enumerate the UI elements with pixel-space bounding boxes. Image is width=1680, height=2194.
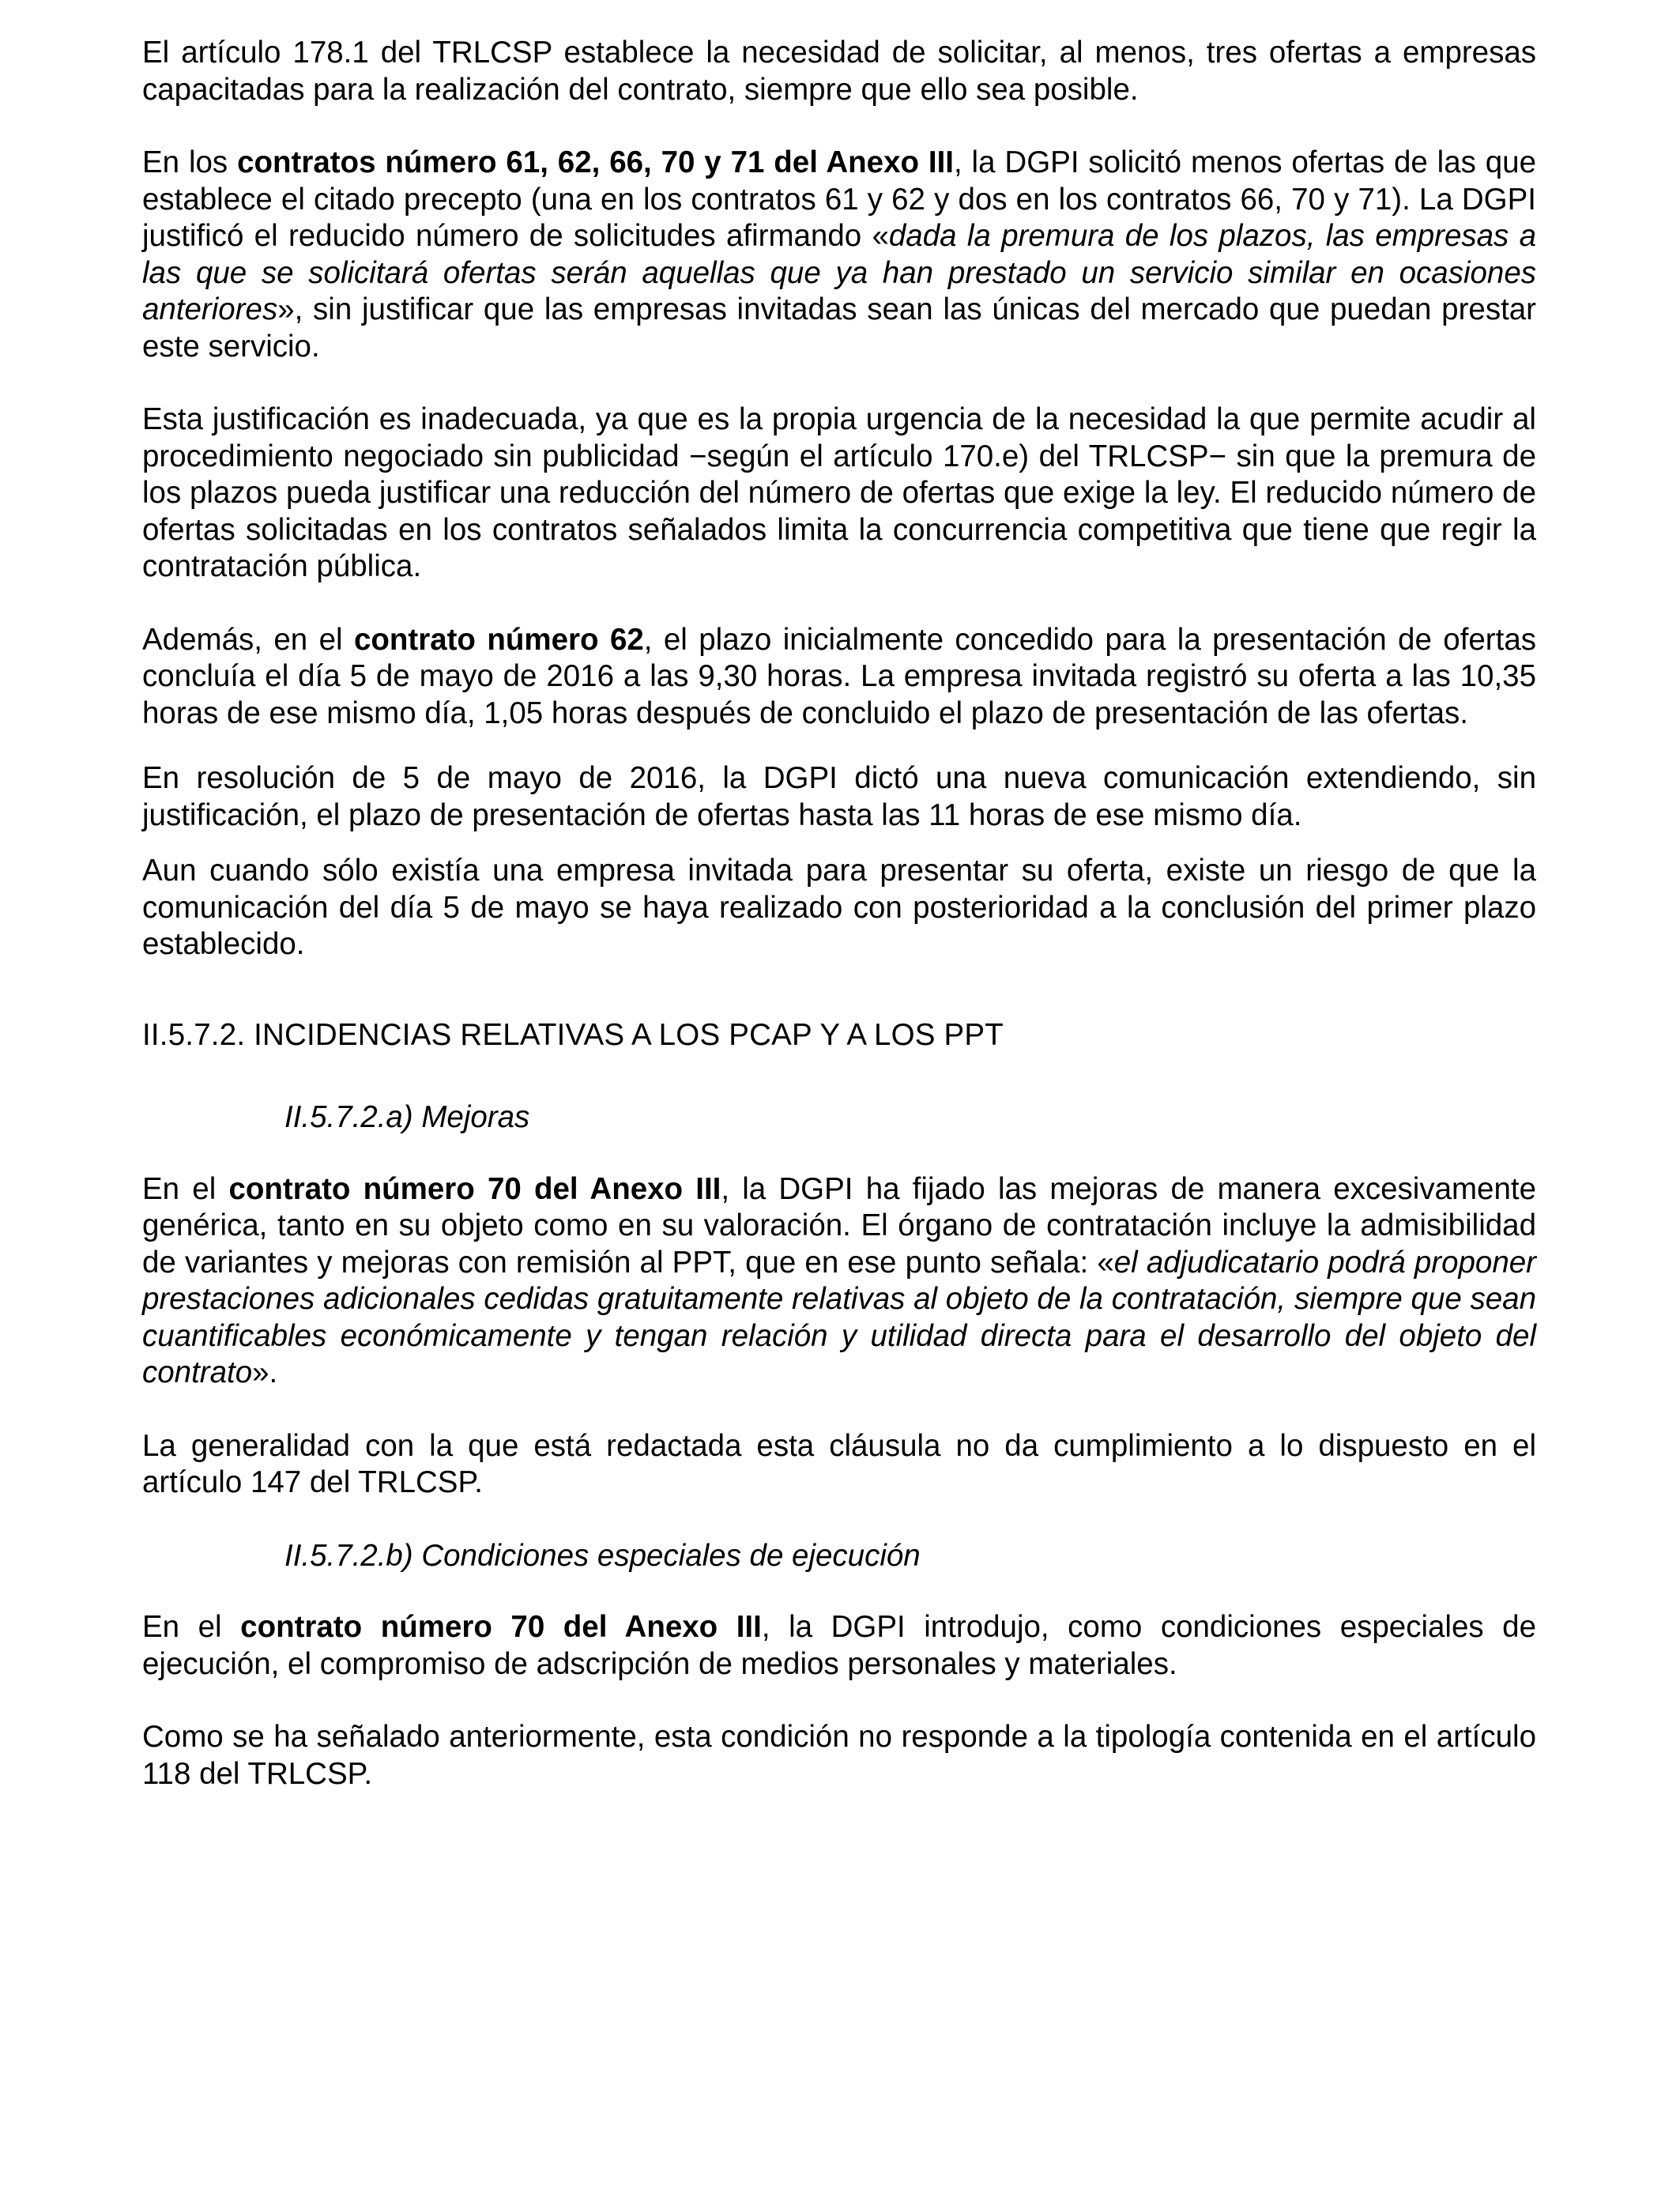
text-run: En el bbox=[142, 1610, 241, 1644]
bold-contract-reference: contrato número 70 del Anexo III bbox=[240, 1610, 762, 1644]
text-run: En el bbox=[142, 1171, 229, 1206]
paragraph-contracts-fewer-offers bbox=[142, 145, 1536, 365]
paragraph-article-178: El artículo 178.1 del TRLCSP establece la necesidad de solicitar, al menos, tres ofertas a empresas capacitadas para la realización del contrato, siempre que ello sea posible. bbox=[142, 36, 1536, 107]
text-run: », sin justificar que las empresas invitadas sean las únicas del mercado que puedan prestar este servicio. bbox=[142, 292, 1536, 364]
text-run: , el plazo inicialmente concedido para la presentación de ofertas concluía el día 5 de mayo de 2016 a las 9,30 horas. La empresa invitada registró su oferta a las 10,35 horas de ese mismo día, 1,05 horas después de concluido el plazo de presentación de las ofertas. bbox=[142, 622, 1536, 730]
section-heading: II.5.7.2. INCIDENCIAS RELATIVAS A LOS PCAP Y A LOS PPT bbox=[142, 1017, 1004, 1052]
text-run: , la DGPI solicitó menos ofertas de las que establece el citado precepto (una en los contratos 61 y 62 y dos en los contratos 66, 70 y 71). La DGPI justificó el reducido número de solicitudes afirmando « bbox=[142, 145, 1536, 253]
paragraph-risk-communication: Aun cuando sólo existía una empresa invitada para presentar su oferta, existe un riesgo de que la comunicación del día 5 de mayo se haya realizado con posterioridad a la conclusión del primer plazo establecido. bbox=[142, 854, 1536, 961]
paragraph-justification-inadequate: Esta justificación es inadecuada, ya que es la propia urgencia de la necesidad la que permite acudir al procedimiento negociado sin publicidad −según el artículo 170.e) del TRLCSP− sin que la premura de los plazos pueda justificar una reducción del número de ofertas que exige la ley. El reducido número de ofertas solicitadas en los contratos señalados limita la concurrencia competitiva que tiene que regir la contratación pública. bbox=[142, 402, 1536, 583]
bold-contract-reference: contrato número 70 del Anexo III bbox=[228, 1171, 721, 1206]
text-run: ». bbox=[252, 1355, 278, 1389]
document-page bbox=[142, 35, 1536, 1793]
paragraph-resolution-extension: En resolución de 5 de mayo de 2016, la DGPI dictó una nueva comunicación extendiendo, sin justificación, el plazo de presentación de ofertas hasta las 11 horas de ese mismo día. bbox=[142, 761, 1536, 832]
subheading-condiciones-especiales: II.5.7.2.b) Condiciones especiales de ejecución bbox=[284, 1538, 921, 1573]
text-run: , la DGPI introdujo, como condiciones especiales de ejecución, el compromiso de adscripción de medios personales y materiales. bbox=[142, 1610, 1537, 1681]
subheading-mejoras: II.5.7.2.a) Mejoras bbox=[284, 1100, 530, 1134]
paragraph-contract-70-conditions bbox=[142, 1609, 1536, 1683]
paragraph-contract-70-mejoras bbox=[142, 1171, 1536, 1392]
text-run: , la DGPI ha fijado las mejoras de manera excesivamente genérica, tanto en su objeto como en su valoración. El órgano de contratación incluye la admisibilidad de variantes y mejoras con remisión al PPT, que en ese punto señala: « bbox=[142, 1171, 1536, 1280]
bold-contract-reference: contrato número 62 bbox=[353, 622, 644, 657]
text-run: En los bbox=[142, 145, 238, 179]
italic-quote: dada la premura de los plazos, las empresas a las que se solicitará ofertas serán aquellas que ya han prestado un servicio similar en ocasiones anteriores bbox=[142, 219, 1536, 326]
paragraph-typology-article-118: Como se ha señalado anteriormente, esta condición no responde a la tipología contenida en el artículo 118 del TRLCSP. bbox=[142, 1720, 1536, 1791]
bold-contract-reference: contratos número 61, 62, 66, 70 y 71 del Anexo III bbox=[237, 145, 954, 179]
paragraph-contract-62-deadline bbox=[142, 622, 1536, 733]
italic-quote: el adjudicatario podrá proponer prestaciones adicionales cedidas gratuitamente relativas al objeto de la contratación, siempre que sean cuantificables económicamente y tengan relación y utilidad directa para el desarrollo del objeto del contrato bbox=[142, 1245, 1536, 1389]
text-run: Además, en el bbox=[142, 622, 354, 657]
paragraph-clause-generality: La generalidad con la que está redactada esta cláusula no da cumplimiento a lo dispuesto en el artículo 147 del TRLCSP. bbox=[142, 1428, 1536, 1499]
